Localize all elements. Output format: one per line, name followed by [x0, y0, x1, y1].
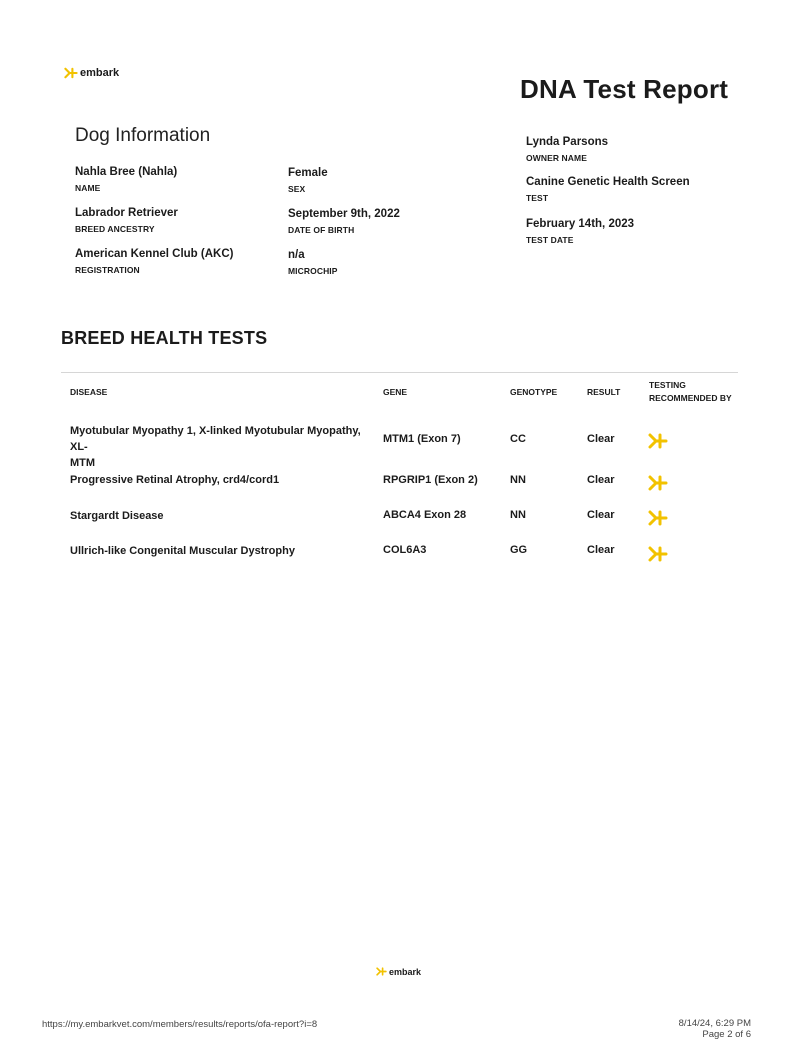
field-value: n/a: [288, 249, 305, 261]
disease-line: Ullrich-like Congenital Muscular Dystrophy: [70, 545, 295, 557]
owner-name-field: [526, 136, 608, 163]
field-label: BREED ANCESTRY: [75, 224, 155, 234]
breed-health-tests-heading: BREED HEALTH TESTS: [61, 328, 268, 348]
column-header-testing-recommended-by: [649, 379, 732, 405]
field-label: TEST DATE: [526, 235, 574, 245]
dog-sex-field: [288, 167, 328, 194]
embark-logo: [64, 66, 119, 80]
table-row: [61, 541, 738, 567]
genotype-cell: CC: [510, 433, 526, 445]
date-of-birth-field: [288, 208, 400, 235]
disease-cell: [70, 423, 375, 471]
footer-embark-logo: [376, 966, 421, 977]
disease-line: Myotubular Myopathy 1, X-linked Myotubular Myopathy, XL-: [70, 425, 361, 453]
disease-cell: [70, 508, 375, 524]
column-header-result: RESULT: [587, 387, 621, 397]
test-field: [526, 176, 690, 203]
microchip-field: [288, 249, 338, 276]
embark-logo-icon: [64, 66, 78, 80]
test-date-field: [526, 218, 634, 245]
print-datetime: 8/14/24, 6:29 PM: [678, 1018, 751, 1029]
column-header-disease: DISEASE: [70, 387, 108, 397]
column-header-genotype: GENOTYPE: [510, 387, 558, 397]
field-value: Canine Genetic Health Screen: [526, 176, 690, 188]
embark-logo-icon: [647, 508, 669, 528]
field-value: Lynda Parsons: [526, 136, 609, 148]
field-label: DATE OF BIRTH: [288, 225, 355, 235]
field-value: Nahla Bree (Nahla): [75, 166, 178, 178]
footer-datetime: [679, 1018, 751, 1040]
field-value: Female: [288, 167, 328, 179]
breed-ancestry-field: [75, 207, 178, 234]
field-label: TEST: [526, 193, 549, 203]
result-cell: Clear: [587, 474, 615, 486]
header-line: RECOMMENDED BY: [649, 393, 732, 403]
field-label: MICROCHIP: [288, 266, 338, 276]
disease-line: MTM: [70, 457, 96, 469]
logo-text: embark: [80, 67, 120, 79]
result-cell: Clear: [587, 544, 615, 556]
column-header-gene: GENE: [383, 387, 408, 397]
table-row: [61, 420, 738, 469]
gene-cell: ABCA4 Exon 28: [383, 509, 467, 521]
gene-cell: RPGRIP1 (Exon 2): [383, 474, 478, 486]
genotype-cell: GG: [510, 544, 528, 556]
logo-text: embark: [389, 966, 422, 977]
gene-cell: MTM1 (Exon 7): [383, 433, 461, 445]
report-title: DNA Test Report: [520, 74, 729, 104]
page-number: Page 2 of 6: [702, 1029, 751, 1040]
table-top-rule: [61, 372, 738, 373]
dog-name-field: [75, 166, 177, 193]
field-label: REGISTRATION: [75, 265, 140, 275]
genotype-cell: NN: [510, 509, 526, 521]
field-value: September 9th, 2022: [288, 208, 400, 220]
field-label: SEX: [288, 184, 306, 194]
header-line: TESTING: [649, 380, 686, 390]
table-row: [61, 506, 738, 532]
field-label: OWNER NAME: [526, 153, 587, 163]
disease-line: Progressive Retinal Atrophy, crd4/cord1: [70, 474, 280, 486]
result-cell: Clear: [587, 433, 615, 445]
embark-logo-icon: [647, 473, 669, 493]
field-value: American Kennel Club (AKC): [75, 248, 234, 260]
registration-field: [75, 248, 233, 275]
embark-logo-icon: [647, 431, 669, 451]
genotype-cell: NN: [510, 474, 526, 486]
disease-cell: [70, 472, 375, 488]
disease-cell: [70, 543, 375, 559]
field-label: NAME: [75, 183, 101, 193]
gene-cell: COL6A3: [383, 544, 427, 556]
field-value: Labrador Retriever: [75, 207, 178, 219]
embark-logo-icon: [376, 966, 387, 977]
footer-url[interactable]: https://my.embarkvet.com/members/results/reports/ofa-report?i=8: [42, 1019, 318, 1030]
result-cell: Clear: [587, 509, 615, 521]
table-row: [61, 470, 738, 496]
field-value: February 14th, 2023: [526, 218, 635, 230]
dog-information-heading: Dog Information: [75, 125, 211, 146]
disease-line: Stargardt Disease: [70, 510, 164, 522]
embark-logo-icon: [647, 544, 669, 564]
